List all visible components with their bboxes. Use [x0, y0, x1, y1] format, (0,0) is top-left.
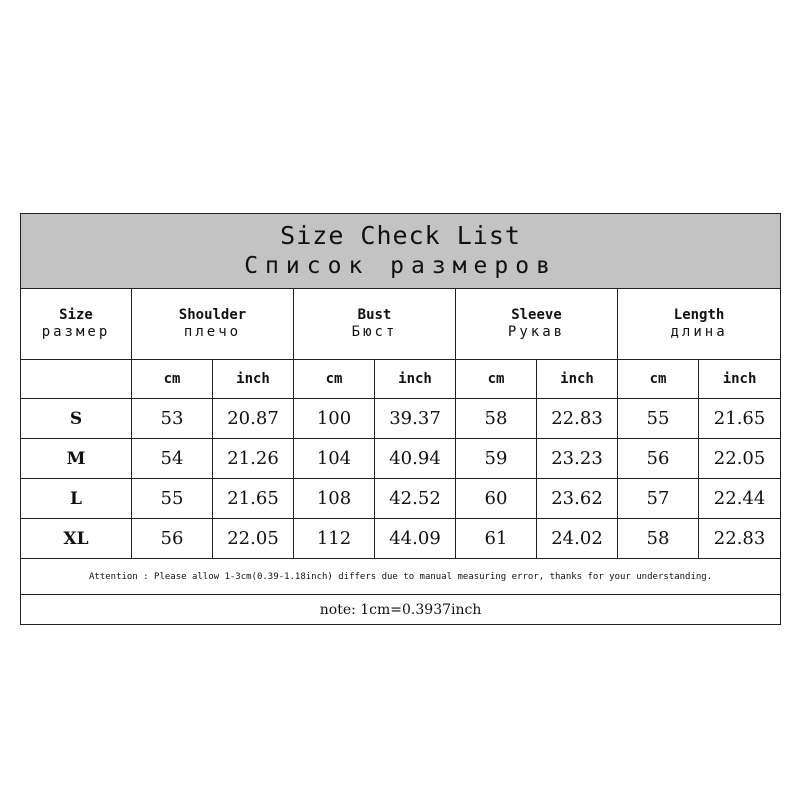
size-label: M: [21, 439, 132, 479]
sleeve-cm: 58: [456, 399, 537, 439]
shoulder-cm: 55: [132, 479, 213, 519]
shoulder-inch: 21.65: [213, 479, 294, 519]
shoulder-cm: 54: [132, 439, 213, 479]
shoulder-inch: 21.26: [213, 439, 294, 479]
header-size-ru: размер: [41, 324, 111, 340]
header-shoulder: [132, 289, 294, 360]
header-bust: [294, 289, 456, 360]
unit-cm: cm: [456, 360, 537, 399]
sleeve-cm: 61: [456, 519, 537, 559]
length-cm: 58: [618, 519, 699, 559]
bust-inch: 44.09: [375, 519, 456, 559]
length-inch: 22.05: [699, 439, 781, 479]
header-size-en: Size: [59, 307, 93, 323]
sleeve-cm: 59: [456, 439, 537, 479]
bust-inch: 40.94: [375, 439, 456, 479]
unit-cm: cm: [618, 360, 699, 399]
sleeve-cm: 60: [456, 479, 537, 519]
shoulder-cm: 53: [132, 399, 213, 439]
table-title: [21, 214, 781, 289]
title-row: [21, 214, 781, 289]
shoulder-inch: 20.87: [213, 399, 294, 439]
header-sleeve-ru: Рукав: [507, 324, 566, 340]
unit-inch: inch: [699, 360, 781, 399]
header-length: [618, 289, 781, 360]
unit-cm: cm: [132, 360, 213, 399]
length-cm: 55: [618, 399, 699, 439]
title-english: Size Check List: [280, 221, 521, 250]
header-length-en: Length: [673, 307, 725, 323]
unit-inch: inch: [375, 360, 456, 399]
unit-row: [21, 360, 781, 399]
bust-cm: 112: [294, 519, 375, 559]
sleeve-inch: 22.83: [537, 399, 618, 439]
unit-cm: cm: [294, 360, 375, 399]
sleeve-inch: 23.62: [537, 479, 618, 519]
length-inch: 21.65: [699, 399, 781, 439]
conversion-note: note: 1cm=0.3937inch: [21, 595, 781, 625]
length-cm: 57: [618, 479, 699, 519]
bust-cm: 104: [294, 439, 375, 479]
header-sleeve-en: Sleeve: [511, 307, 562, 323]
table-row: [21, 519, 781, 559]
title-russian: Список размеров: [244, 253, 557, 279]
sleeve-inch: 24.02: [537, 519, 618, 559]
size-chart-table: [20, 213, 781, 625]
size-label: XL: [21, 519, 132, 559]
header-row: [21, 289, 781, 360]
attention-row: [21, 559, 781, 595]
header-size: [21, 289, 132, 360]
header-bust-en: Bust: [357, 307, 392, 323]
size-label: S: [21, 399, 132, 439]
bust-inch: 39.37: [375, 399, 456, 439]
unit-inch: inch: [537, 360, 618, 399]
header-bust-ru: Бюст: [351, 324, 398, 340]
table-row: [21, 439, 781, 479]
unit-blank: [21, 360, 132, 399]
table-row: [21, 479, 781, 519]
unit-inch: inch: [213, 360, 294, 399]
header-shoulder-ru: плечо: [183, 324, 242, 340]
table-row: [21, 399, 781, 439]
size-label: L: [21, 479, 132, 519]
header-sleeve: [456, 289, 618, 360]
note-row: [21, 595, 781, 625]
shoulder-cm: 56: [132, 519, 213, 559]
bust-cm: 100: [294, 399, 375, 439]
length-cm: 56: [618, 439, 699, 479]
bust-inch: 42.52: [375, 479, 456, 519]
shoulder-inch: 22.05: [213, 519, 294, 559]
sleeve-inch: 23.23: [537, 439, 618, 479]
bust-cm: 108: [294, 479, 375, 519]
length-inch: 22.44: [699, 479, 781, 519]
header-shoulder-en: Shoulder: [178, 307, 247, 323]
header-length-ru: длина: [670, 324, 728, 340]
length-inch: 22.83: [699, 519, 781, 559]
attention-text: Attention : Please allow 1-3cm(0.39-1.18inch) differs due to manual measuring error, thanks for your understanding.: [21, 559, 781, 595]
